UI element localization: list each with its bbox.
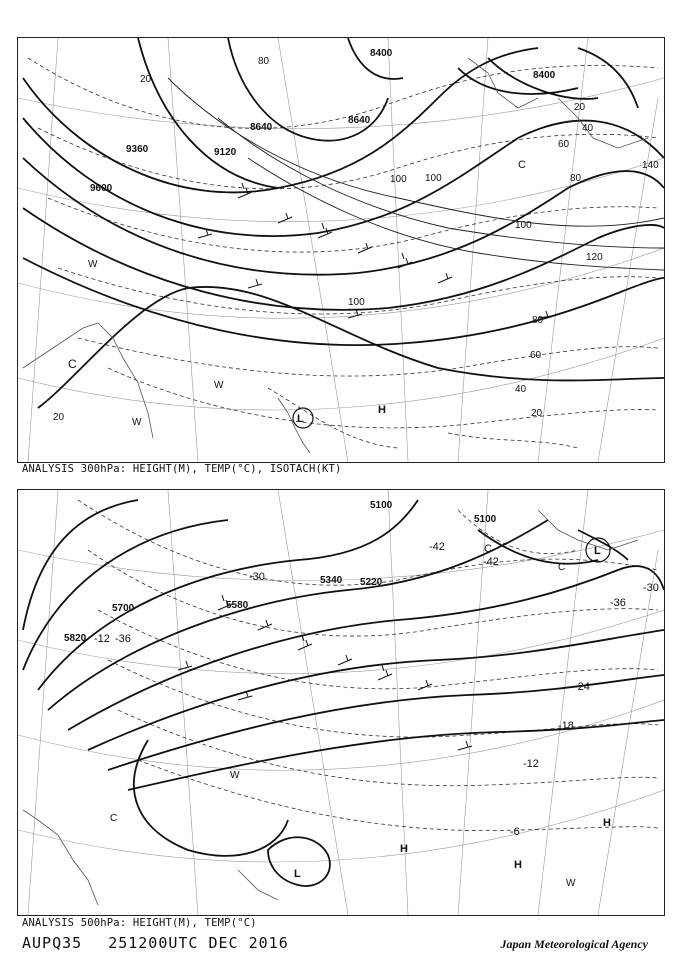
cold-center-label: C xyxy=(518,159,526,171)
isotach-label: 100 xyxy=(425,173,442,184)
valid-time: 251200UTC DEC 2016 xyxy=(108,934,289,952)
height-label: 5220 xyxy=(360,577,383,588)
high-pressure-label: H xyxy=(514,859,522,871)
isotach-label: 20 xyxy=(574,102,586,113)
temperature-label: -24 xyxy=(574,681,590,693)
isotach-label: 100 xyxy=(390,174,407,185)
warm-center-label: W xyxy=(566,878,576,889)
height-label: 9600 xyxy=(90,183,113,194)
isotach-label: 140 xyxy=(642,160,659,171)
height-label: 5580 xyxy=(226,600,249,611)
temperature-label: -42 xyxy=(483,556,499,568)
map-300hpa-canvas xyxy=(18,38,664,462)
cold-center-label: C xyxy=(484,543,492,555)
temperature-label: -12 xyxy=(523,758,539,770)
isotach-label: 100 xyxy=(515,220,532,231)
map-300hpa xyxy=(17,37,665,463)
low-pressure-label: L xyxy=(294,868,301,880)
product-code: AUPQ35 xyxy=(22,934,83,952)
height-label: 8400 xyxy=(533,70,556,81)
height-label: 9360 xyxy=(126,144,149,155)
temperature-label: -12 xyxy=(94,633,110,645)
isotach-label: 100 xyxy=(348,297,365,308)
height-label: 8400 xyxy=(370,48,393,59)
isotach-label: 20 xyxy=(531,408,543,419)
temperature-label: -18 xyxy=(558,720,574,732)
cold-center-label: C xyxy=(68,357,77,371)
coastlines xyxy=(23,510,638,905)
isotach-label: 80 xyxy=(570,173,582,184)
height-label: 8640 xyxy=(250,122,273,133)
height-contours xyxy=(23,500,664,886)
warm-center-label: W xyxy=(214,380,224,391)
height-label: 8640 xyxy=(348,115,371,126)
isotach-label: 20 xyxy=(53,412,65,423)
cold-center-label: C xyxy=(558,562,566,573)
cold-center-label: C xyxy=(110,813,118,824)
temperature-label: -36 xyxy=(610,597,626,609)
isotach-label: 20 xyxy=(140,74,152,85)
map-500hpa xyxy=(17,489,665,916)
isotach-label: 40 xyxy=(582,123,594,134)
height-label: 5820 xyxy=(64,633,87,644)
height-label: 9120 xyxy=(214,147,237,158)
isotach-label: 80 xyxy=(258,56,270,67)
height-label: 5340 xyxy=(320,575,343,586)
isotach-label: 120 xyxy=(586,252,603,263)
temperature-label: -30 xyxy=(249,571,265,583)
temperature-label: -42 xyxy=(429,541,445,553)
temperature-label: -30 xyxy=(643,582,659,594)
high-pressure-label: H xyxy=(603,817,611,829)
height-contours xyxy=(23,38,664,408)
product-footer xyxy=(22,934,289,952)
chart-caption-300hpa: ANALYSIS 300hPa: HEIGHT(M), TEMP(°C), ISOTACH(KT) xyxy=(22,463,342,475)
low-pressure-label: L xyxy=(594,545,601,557)
warm-center-label: W xyxy=(132,417,142,428)
isotach-label: 60 xyxy=(530,350,542,361)
isotach-label: 40 xyxy=(515,384,527,395)
agency-name: Japan Meteorological Agency xyxy=(500,937,648,951)
wind-barbs xyxy=(198,183,552,318)
height-label: 5700 xyxy=(112,603,135,614)
height-label: 5100 xyxy=(370,500,393,511)
isotach-label: 60 xyxy=(558,139,570,150)
map-500hpa-canvas xyxy=(18,490,664,915)
height-label: 5100 xyxy=(474,514,497,525)
low-pressure-label: L xyxy=(297,413,304,425)
temperature-label: -6 xyxy=(510,826,520,838)
warm-center-label: W xyxy=(230,770,240,781)
isotach-label: 80 xyxy=(532,315,544,326)
temperature-label: -36 xyxy=(115,633,131,645)
graticule xyxy=(18,38,664,462)
high-pressure-label: H xyxy=(378,404,386,416)
chart-caption-500hpa: ANALYSIS 500hPa: HEIGHT(M), TEMP(°C) xyxy=(22,917,257,929)
warm-center-label: W xyxy=(88,259,98,270)
high-pressure-label: H xyxy=(400,843,408,855)
coastlines xyxy=(23,58,648,453)
